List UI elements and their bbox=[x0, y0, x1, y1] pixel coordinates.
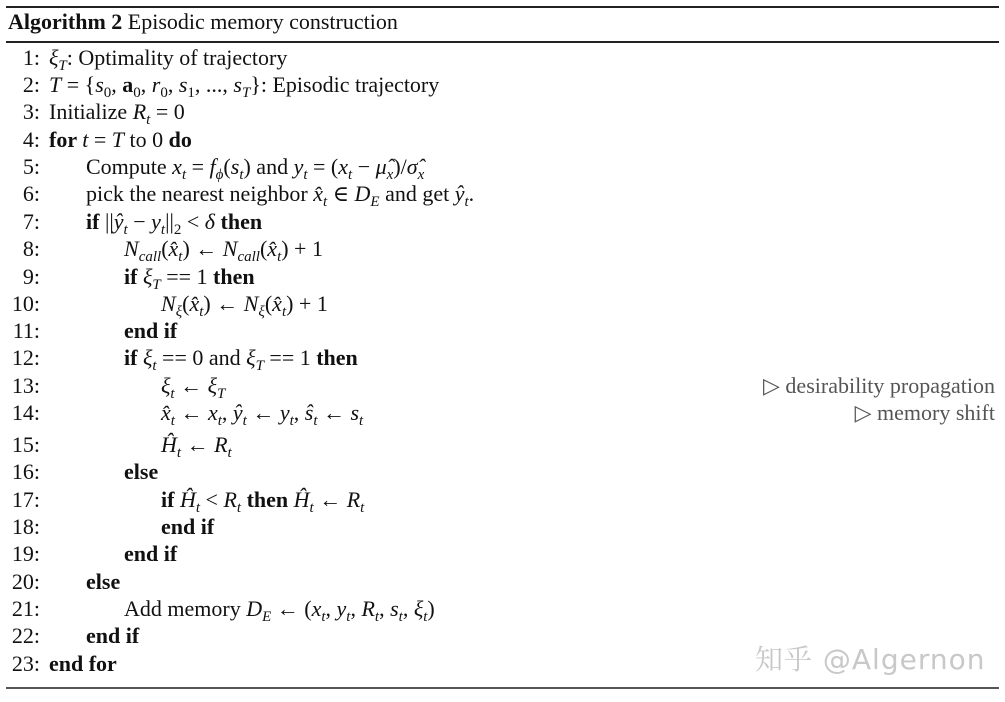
algorithm-label: Algorithm 2 bbox=[8, 9, 123, 34]
algorithm-line bbox=[0, 72, 995, 99]
math-symbol: t bbox=[242, 413, 247, 429]
math-symbol: t bbox=[176, 445, 182, 461]
text: Add memory bbox=[124, 596, 247, 621]
text: pick the nearest neighbor bbox=[86, 181, 314, 206]
text: = bbox=[186, 154, 210, 179]
text: , ..., bbox=[194, 72, 234, 97]
text: = { bbox=[61, 72, 96, 97]
line-number: 4: bbox=[22, 127, 40, 152]
line-comment: ▷ memory shift bbox=[854, 400, 995, 425]
text: : Optimality of trajectory bbox=[66, 45, 288, 70]
math-symbol: x bbox=[311, 596, 322, 621]
line-content bbox=[49, 127, 192, 153]
math-symbol: t bbox=[227, 445, 232, 461]
line-number: 16: bbox=[11, 459, 40, 484]
line-number: 8: bbox=[22, 236, 40, 261]
text: ( bbox=[264, 291, 273, 316]
line-comment: ▷ desirability propagation bbox=[763, 373, 995, 398]
algorithm-line bbox=[0, 127, 995, 154]
text: ← bbox=[246, 400, 280, 425]
text: ) ← bbox=[182, 236, 223, 261]
math-symbol: δ bbox=[204, 209, 216, 234]
line-content bbox=[161, 432, 232, 462]
math-symbol: ŷ bbox=[232, 400, 243, 425]
line-content bbox=[124, 236, 323, 266]
math-symbol: x bbox=[172, 154, 182, 179]
math-symbol: t bbox=[239, 167, 244, 183]
math-symbol: 2 bbox=[173, 222, 182, 238]
algorithm-line bbox=[0, 596, 995, 623]
math-symbol: t bbox=[289, 413, 294, 429]
algorithm-line bbox=[0, 541, 995, 568]
text: , bbox=[293, 400, 305, 425]
text: == 1 bbox=[263, 345, 317, 370]
math-symbol: t bbox=[236, 500, 242, 516]
text: , bbox=[221, 400, 233, 425]
line-number: 6: bbox=[22, 181, 40, 206]
text: ( bbox=[223, 154, 231, 179]
text: ( bbox=[182, 291, 190, 316]
text: < bbox=[200, 487, 224, 512]
line-number: 3: bbox=[22, 99, 40, 124]
keyword: then bbox=[215, 209, 263, 234]
line-number: 20: bbox=[11, 569, 40, 594]
math-symbol: t bbox=[323, 194, 328, 210]
math-symbol: E bbox=[370, 194, 380, 210]
math-symbol: R bbox=[223, 487, 237, 512]
math-symbol: D bbox=[246, 596, 263, 621]
algorithm-line bbox=[0, 181, 995, 208]
watermark: 知乎 @Algernon bbox=[755, 643, 986, 676]
math-symbol: R bbox=[132, 99, 147, 124]
text: ) + 1 bbox=[286, 291, 328, 316]
math-symbol: T bbox=[111, 127, 124, 152]
math-symbol: ξ bbox=[207, 373, 218, 398]
math-symbol: t bbox=[398, 609, 403, 625]
math-symbol: t bbox=[170, 413, 175, 429]
algorithm-line bbox=[0, 487, 995, 514]
math-symbol: t bbox=[277, 249, 282, 265]
math-symbol: t bbox=[346, 609, 351, 625]
math-symbol: t bbox=[303, 167, 308, 183]
math-symbol: 1 bbox=[187, 85, 195, 101]
math-symbol: 0 bbox=[160, 85, 168, 101]
text: ( bbox=[161, 236, 169, 261]
text: || bbox=[165, 209, 174, 234]
keyword: end if bbox=[124, 541, 178, 566]
math-symbol: 0 bbox=[133, 85, 141, 101]
text: ) bbox=[427, 596, 435, 621]
math-symbol: x bbox=[417, 167, 425, 183]
math-symbol: t bbox=[181, 167, 187, 183]
text: ) ← bbox=[203, 291, 244, 316]
math-symbol: t bbox=[360, 500, 365, 516]
top-rule bbox=[6, 6, 999, 8]
line-content bbox=[161, 373, 225, 403]
math-symbol: call bbox=[237, 249, 260, 265]
text: , bbox=[167, 72, 179, 97]
line-number: 19: bbox=[11, 541, 40, 566]
line-number: 14: bbox=[11, 400, 40, 425]
math-symbol: x bbox=[386, 167, 394, 183]
algorithm-line bbox=[0, 459, 995, 486]
math-symbol: ŷ bbox=[454, 181, 465, 206]
math-symbol: μ̂ bbox=[375, 154, 387, 179]
line-number: 5: bbox=[22, 154, 40, 179]
algorithm-line bbox=[0, 514, 995, 541]
keyword: end if bbox=[161, 514, 215, 539]
math-symbol: R bbox=[214, 432, 228, 457]
math-symbol: Ĥ bbox=[179, 487, 196, 512]
text: and get bbox=[379, 181, 455, 206]
algorithm-line bbox=[0, 45, 995, 72]
math-symbol: ŷ bbox=[113, 209, 124, 234]
math-symbol: t bbox=[313, 413, 318, 429]
line-number: 17: bbox=[11, 487, 40, 512]
text: , bbox=[402, 596, 414, 621]
math-symbol: call bbox=[138, 249, 162, 265]
algorithm-line bbox=[0, 236, 995, 263]
line-number: 21: bbox=[11, 596, 40, 621]
line-number: 15: bbox=[11, 432, 40, 457]
math-symbol: t bbox=[152, 358, 157, 374]
text: ∈ bbox=[327, 181, 355, 206]
line-content bbox=[49, 651, 117, 677]
text: , bbox=[111, 72, 123, 97]
text: , bbox=[140, 72, 152, 97]
text: < bbox=[181, 209, 205, 234]
math-symbol: s bbox=[233, 72, 242, 97]
text: − bbox=[127, 209, 152, 234]
math-symbol: t bbox=[374, 609, 380, 625]
line-number: 12: bbox=[11, 345, 40, 370]
math-symbol: s bbox=[390, 596, 399, 621]
math-symbol: T bbox=[49, 72, 62, 97]
keyword: else bbox=[86, 569, 121, 594]
line-content bbox=[161, 487, 364, 517]
math-symbol: x̂ bbox=[189, 291, 200, 316]
math-symbol: T bbox=[58, 58, 67, 74]
math-symbol: x bbox=[207, 400, 218, 425]
keyword: then bbox=[316, 345, 358, 370]
math-symbol: N bbox=[243, 291, 259, 316]
text: ← bbox=[313, 487, 347, 512]
text: == 0 and bbox=[156, 345, 247, 370]
math-symbol: x bbox=[338, 154, 349, 179]
math-symbol: s bbox=[95, 72, 104, 97]
math-symbol: ξ bbox=[161, 373, 171, 398]
math-symbol: T bbox=[241, 85, 251, 101]
text: . bbox=[468, 181, 475, 206]
math-symbol: t bbox=[281, 304, 287, 320]
math-symbol: y bbox=[279, 400, 290, 425]
algorithm-caption bbox=[8, 9, 398, 35]
keyword: if bbox=[124, 264, 143, 289]
text: ← bbox=[174, 373, 208, 398]
algorithm-line bbox=[0, 432, 995, 459]
line-number: 9: bbox=[22, 264, 40, 289]
keyword: end if bbox=[124, 318, 178, 343]
keyword: then bbox=[241, 487, 294, 512]
line-content bbox=[124, 264, 255, 294]
math-symbol: t bbox=[423, 609, 428, 625]
text: , bbox=[350, 596, 362, 621]
math-symbol: N bbox=[222, 236, 238, 261]
math-symbol: ξ bbox=[413, 596, 424, 621]
math-symbol: T bbox=[152, 277, 161, 293]
line-content bbox=[124, 459, 158, 485]
math-symbol: t bbox=[123, 222, 128, 238]
math-symbol: t bbox=[359, 413, 364, 429]
math-symbol: ξ bbox=[49, 45, 59, 70]
math-symbol: t bbox=[199, 304, 204, 320]
keyword: for bbox=[49, 127, 83, 152]
text: || bbox=[104, 209, 114, 234]
math-symbol: t bbox=[464, 194, 469, 210]
math-symbol: T bbox=[255, 358, 264, 374]
math-symbol: t bbox=[170, 386, 175, 402]
keyword: do bbox=[168, 127, 192, 152]
math-symbol: Ĥ bbox=[293, 487, 310, 512]
text: ← bbox=[174, 400, 208, 425]
text: = ( bbox=[307, 154, 339, 179]
text: , bbox=[325, 596, 337, 621]
caption-rule bbox=[6, 41, 999, 43]
math-symbol: ϕ bbox=[215, 167, 224, 183]
line-number: 11: bbox=[12, 318, 40, 343]
line-number: 18: bbox=[11, 514, 40, 539]
text: − bbox=[352, 154, 376, 179]
math-symbol: ξ bbox=[142, 264, 153, 289]
math-symbol: t bbox=[178, 249, 183, 265]
math-symbol: T bbox=[217, 386, 226, 402]
math-symbol: t bbox=[160, 222, 166, 238]
line-content bbox=[86, 623, 139, 649]
math-symbol: y bbox=[336, 596, 347, 621]
math-symbol: ξ bbox=[175, 304, 183, 320]
text: }: Episodic trajectory bbox=[250, 72, 440, 97]
math-symbol: ξ bbox=[142, 345, 153, 370]
math-symbol: ξ bbox=[258, 304, 265, 320]
math-symbol: ξ bbox=[246, 345, 256, 370]
math-symbol: y bbox=[151, 209, 161, 234]
algorithm-line bbox=[0, 209, 995, 236]
text: Initialize bbox=[49, 99, 133, 124]
algorithm-title: Episodic memory construction bbox=[127, 9, 398, 34]
math-symbol: ŝ bbox=[304, 400, 314, 425]
keyword: if bbox=[161, 487, 180, 512]
algorithm-line bbox=[0, 291, 995, 318]
math-symbol: a bbox=[122, 72, 134, 97]
math-symbol: N bbox=[124, 236, 139, 261]
algorithm-line bbox=[0, 569, 995, 596]
math-symbol: x̂ bbox=[313, 181, 324, 206]
line-content bbox=[124, 541, 177, 567]
algorithm-line bbox=[0, 318, 995, 345]
math-symbol: t bbox=[321, 609, 326, 625]
line-content bbox=[86, 569, 120, 595]
line-content bbox=[124, 318, 177, 344]
math-symbol: R bbox=[361, 596, 375, 621]
text: ) and bbox=[243, 154, 294, 179]
math-symbol: f bbox=[209, 154, 216, 179]
line-number: 7: bbox=[22, 209, 40, 234]
math-symbol: E bbox=[262, 609, 272, 625]
line-content bbox=[86, 209, 262, 239]
text: ← bbox=[181, 432, 215, 457]
keyword: end if bbox=[86, 623, 140, 648]
algorithm-line bbox=[0, 264, 995, 291]
text: )/ bbox=[393, 154, 407, 179]
algorithm-line bbox=[0, 99, 995, 126]
math-symbol: t bbox=[146, 112, 151, 128]
keyword: end for bbox=[49, 651, 117, 676]
keyword: if bbox=[124, 345, 143, 370]
algorithm-line bbox=[0, 400, 995, 427]
text: , bbox=[379, 596, 391, 621]
math-symbol: t bbox=[195, 500, 201, 516]
math-symbol: t bbox=[348, 167, 353, 183]
text: ( bbox=[259, 236, 268, 261]
math-symbol: r bbox=[151, 72, 161, 97]
line-number: 1: bbox=[22, 45, 40, 70]
line-number: 2: bbox=[22, 72, 40, 97]
text: to 0 bbox=[124, 127, 169, 152]
math-symbol: x̂ bbox=[272, 291, 282, 316]
keyword: if bbox=[86, 209, 105, 234]
math-symbol: x̂ bbox=[267, 236, 278, 261]
math-symbol: x̂ bbox=[161, 400, 171, 425]
text: ← bbox=[317, 400, 351, 425]
line-number: 13: bbox=[11, 373, 40, 398]
math-symbol: 0 bbox=[103, 85, 112, 101]
line-content bbox=[124, 345, 358, 375]
line-number: 23: bbox=[11, 651, 40, 676]
math-symbol: y bbox=[293, 154, 304, 179]
line-content bbox=[161, 514, 214, 540]
line-number: 10: bbox=[11, 291, 40, 316]
text: = bbox=[88, 127, 112, 152]
algorithm-line bbox=[0, 345, 995, 372]
line-content bbox=[161, 291, 328, 321]
text: ) + 1 bbox=[281, 236, 323, 261]
math-symbol: t bbox=[309, 500, 314, 516]
bottom-rule bbox=[6, 687, 999, 689]
text: = 0 bbox=[150, 99, 185, 124]
line-content bbox=[124, 596, 435, 626]
text: Compute bbox=[86, 154, 173, 179]
line-content bbox=[49, 99, 185, 129]
text: ← ( bbox=[271, 596, 312, 621]
algorithm-line bbox=[0, 154, 995, 181]
math-symbol: D bbox=[354, 181, 371, 206]
keyword: then bbox=[213, 264, 255, 289]
math-symbol: t bbox=[217, 413, 222, 429]
keyword: else bbox=[124, 459, 159, 484]
math-symbol: s bbox=[178, 72, 188, 97]
line-content bbox=[161, 400, 363, 430]
math-symbol: t bbox=[82, 127, 89, 152]
algorithm-line bbox=[0, 373, 995, 400]
line-number: 22: bbox=[11, 623, 40, 648]
text: == 1 bbox=[160, 264, 214, 289]
math-symbol: s bbox=[230, 154, 240, 179]
math-symbol: σ̂ bbox=[406, 154, 418, 179]
line-content bbox=[86, 181, 474, 211]
math-symbol: Ĥ bbox=[161, 432, 177, 457]
math-symbol: N bbox=[161, 291, 176, 316]
line-content bbox=[49, 72, 439, 102]
math-symbol: x̂ bbox=[168, 236, 179, 261]
math-symbol: s bbox=[350, 400, 360, 425]
math-symbol: R bbox=[346, 487, 361, 512]
line-content bbox=[49, 45, 287, 75]
line-content bbox=[86, 154, 424, 184]
